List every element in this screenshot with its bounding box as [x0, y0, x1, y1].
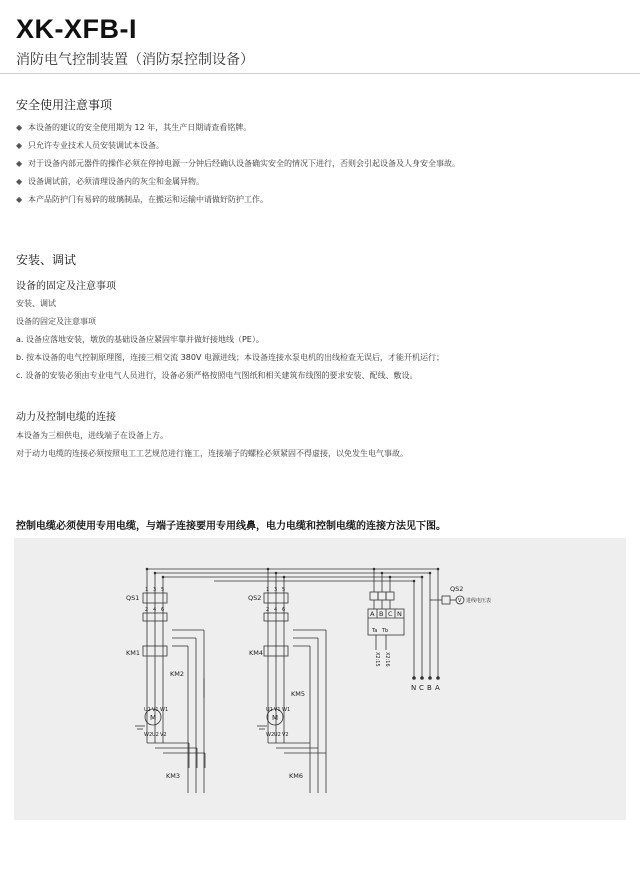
meter-wire: X2:16 — [384, 652, 390, 667]
meter-sub: Tb — [382, 628, 389, 634]
motor-term: V2 — [160, 732, 167, 738]
motor-label: M — [150, 714, 157, 722]
motor-term: W2 — [266, 732, 275, 738]
install-heading: 安装、调试 — [16, 253, 77, 267]
motor-term: V1 — [274, 707, 281, 713]
cable-heading: 动力及控制电缆的连接 — [16, 412, 116, 423]
km4-label: KM4 — [249, 649, 264, 657]
motor-term: V1 — [152, 707, 159, 713]
motor-term: U2 — [274, 732, 281, 738]
motor-term: U1 — [144, 707, 151, 713]
voltmeter-label: 进线电压表 — [466, 598, 492, 604]
qs1-label: QS1 — [126, 594, 140, 602]
km3-label: KM3 — [166, 772, 181, 780]
pin-label: 3 — [274, 587, 278, 593]
bullet-icon: ◆ — [16, 159, 23, 168]
motor-term: V2 — [282, 732, 289, 738]
install-line: 安装、调试 — [16, 299, 56, 308]
motor-term: U2 — [152, 732, 159, 738]
pin-label: 5 — [282, 587, 286, 593]
safety-item-text: 本设备的建议的安全使用期为 12 年，其生产日期请查看铭牌。 — [28, 123, 252, 132]
bullet-icon: ◆ — [16, 123, 23, 132]
wiring-diagram — [14, 538, 626, 820]
bullet-icon: ◆ — [16, 177, 23, 186]
motor-term: W2 — [144, 732, 153, 738]
safety-item-text: 只允许专业技术人员安装调试本设备。 — [28, 141, 164, 150]
safety-item — [16, 194, 268, 205]
meter-sub: Ta — [372, 628, 378, 634]
cable-line: 对于动力电缆的连接必须按照电工工艺规范进行施工，连接端子的螺栓必须紧固不得虚接，以免发生电气事故。 — [16, 449, 408, 458]
motor-term: U1 — [266, 707, 273, 713]
install-sub-heading: 设备的固定及注意事项 — [16, 281, 116, 292]
phase-label: C — [419, 684, 424, 692]
safety-item — [16, 122, 251, 133]
phase-label: N — [411, 684, 417, 692]
pin-label: 6 — [161, 607, 165, 613]
pin-label: 2 — [266, 607, 270, 613]
bullet-icon: ◆ — [16, 195, 23, 204]
safety-item-text: 设备调试前，必须清理设备内的灰尘和金属异物。 — [28, 177, 204, 186]
safety-item-text: 对于设备内部元器件的操作必须在停掉电源一分钟后经确认设备确实安全的情况下进行，否则会引起设备及人身安全事故。 — [28, 159, 460, 168]
page-title: XK-XFB-I — [16, 14, 137, 44]
cable-line: 本设备为三相供电，进线端子在设备上方。 — [16, 431, 168, 440]
safety-item — [16, 140, 164, 151]
meter-label: B — [379, 610, 384, 618]
meter-label: C — [388, 610, 393, 618]
install-line: 设备的固定及注意事项 — [16, 317, 96, 326]
install-line: b. 按本设备的电气控制原理图，连接三相交流 380V 电源进线；本设备连接水泵电机的出线检查无误后，才能开机运行； — [16, 353, 444, 362]
title-divider — [0, 73, 640, 74]
page-subtitle: 消防电气控制装置（消防泵控制设备） — [16, 52, 254, 68]
pin-label: 2 — [145, 607, 149, 613]
safety-heading: 安全使用注意事项 — [16, 98, 113, 112]
install-line: c. 设备的安装必须由专业电气人员进行，设备必须严格按照电气图纸和相关建筑布线图的要求安装、配线、敷设。 — [16, 371, 418, 380]
install-line: a. 设备应落地安装，墩放的基础设备应紧固牢靠并做好接地线（PE）。 — [16, 335, 264, 344]
meter-wire: X2:15 — [374, 652, 380, 667]
voltmeter-icon: V — [458, 598, 462, 604]
safety-item — [16, 176, 204, 187]
pin-label: 4 — [274, 607, 278, 613]
phase-label: A — [435, 684, 440, 692]
pin-label: 1 — [145, 587, 149, 593]
bullet-icon: ◆ — [16, 141, 23, 150]
km2-label: KM2 — [170, 670, 185, 678]
km1-label: KM1 — [126, 649, 141, 657]
motor-term: W1 — [160, 707, 169, 713]
pin-label: 5 — [161, 587, 165, 593]
pin-label: 6 — [282, 607, 286, 613]
motor-term: W1 — [282, 707, 291, 713]
meter-label: N — [397, 610, 402, 618]
qs-voltmeter-label: QS2 — [450, 585, 464, 593]
wiring-diagram-svg — [14, 538, 626, 820]
pin-label: 3 — [153, 587, 157, 593]
phase-label: B — [427, 684, 432, 692]
km6-label: KM6 — [289, 772, 304, 780]
pin-label: 4 — [153, 607, 157, 613]
meter-label: A — [370, 610, 375, 618]
km5-label: KM5 — [291, 690, 306, 698]
qs2-label: QS2 — [248, 594, 262, 602]
diagram-lead: 控制电缆必须使用专用电缆，与端子连接要用专用线鼻，电力电缆和控制电缆的连接方法见下图。 — [16, 521, 446, 532]
safety-item — [16, 158, 460, 169]
safety-item-text: 本产品防护门有易碎的玻璃制品，在搬运和运输中请做好防护工作。 — [28, 195, 268, 204]
pin-label: 1 — [266, 587, 270, 593]
motor-label: M — [272, 714, 279, 722]
